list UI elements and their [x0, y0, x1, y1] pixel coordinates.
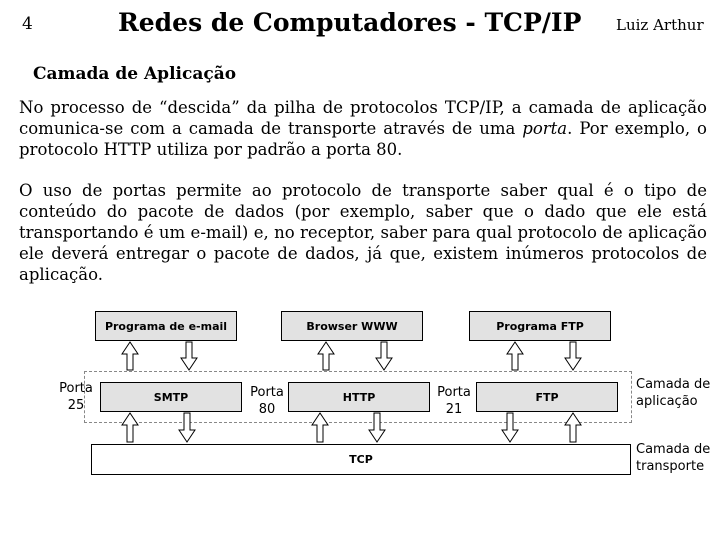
up-arrow-icon — [312, 413, 328, 442]
layer-label-line: transporte — [636, 459, 705, 474]
browser-program-box: Browser WWW — [281, 311, 423, 341]
transport-layer-label — [636, 441, 710, 475]
down-arrow-icon — [502, 413, 518, 442]
up-arrow-icon — [565, 413, 581, 442]
paragraph-1-italic: porta — [522, 119, 568, 138]
port-label: Porta — [437, 385, 471, 400]
section-title: Camada de Aplicação — [33, 64, 237, 84]
author-name: Luiz Arthur — [616, 16, 704, 34]
port-label: Porta — [250, 385, 284, 400]
port-80-label — [248, 384, 286, 418]
slide-title: Redes de Computadores - TCP/IP — [118, 8, 582, 37]
up-arrow-icon — [318, 342, 334, 370]
smtp-box: SMTP — [100, 382, 242, 412]
up-arrow-icon — [507, 342, 523, 370]
paragraph-2: O uso de portas permite ao protocolo de transporte saber qual é o tipo de conteúdo do pacote de dados (por exemplo, saber que o dado que ele está transportando é um e-mail) e, no receptor, saber para qual protocolo de aplicação ele deverá entregar o pacote de dados, já que, existem inúmeros protocolos de aplicação. — [19, 181, 707, 284]
up-arrow-icon — [122, 413, 138, 442]
page-number: 4 — [22, 14, 33, 34]
paragraph-1-text-end: . Por exemplo, o protocolo HTTP utiliza por padrão a porta 80. — [19, 119, 707, 159]
ftp-program-box: Programa FTP — [469, 311, 611, 341]
email-program-box: Programa de e-mail — [95, 311, 237, 341]
down-arrow-icon — [565, 342, 581, 370]
paragraph-1-text: No processo de “descida” da pilha de protocolos TCP/IP, a camada de aplicação comunica-se com a camada de transporte através de uma — [19, 98, 707, 138]
layer-label-line: Camada de — [636, 442, 711, 457]
port-label: Porta — [59, 381, 93, 396]
down-arrow-icon — [179, 413, 195, 442]
port-number: 25 — [67, 398, 85, 413]
http-box: HTTP — [288, 382, 430, 412]
port-25-label — [57, 380, 95, 414]
layer-label-line: aplicação — [636, 394, 698, 409]
down-arrow-icon — [369, 413, 385, 442]
up-arrow-icon — [122, 342, 138, 370]
application-layer-label — [636, 376, 710, 410]
port-21-label — [435, 384, 473, 418]
layer-label-line: Camada de — [636, 377, 711, 392]
down-arrow-icon — [376, 342, 392, 370]
ftp-box: FTP — [476, 382, 618, 412]
port-number: 80 — [258, 402, 276, 417]
port-number: 21 — [445, 402, 463, 417]
tcp-box: TCP — [91, 444, 631, 475]
down-arrow-icon — [181, 342, 197, 370]
